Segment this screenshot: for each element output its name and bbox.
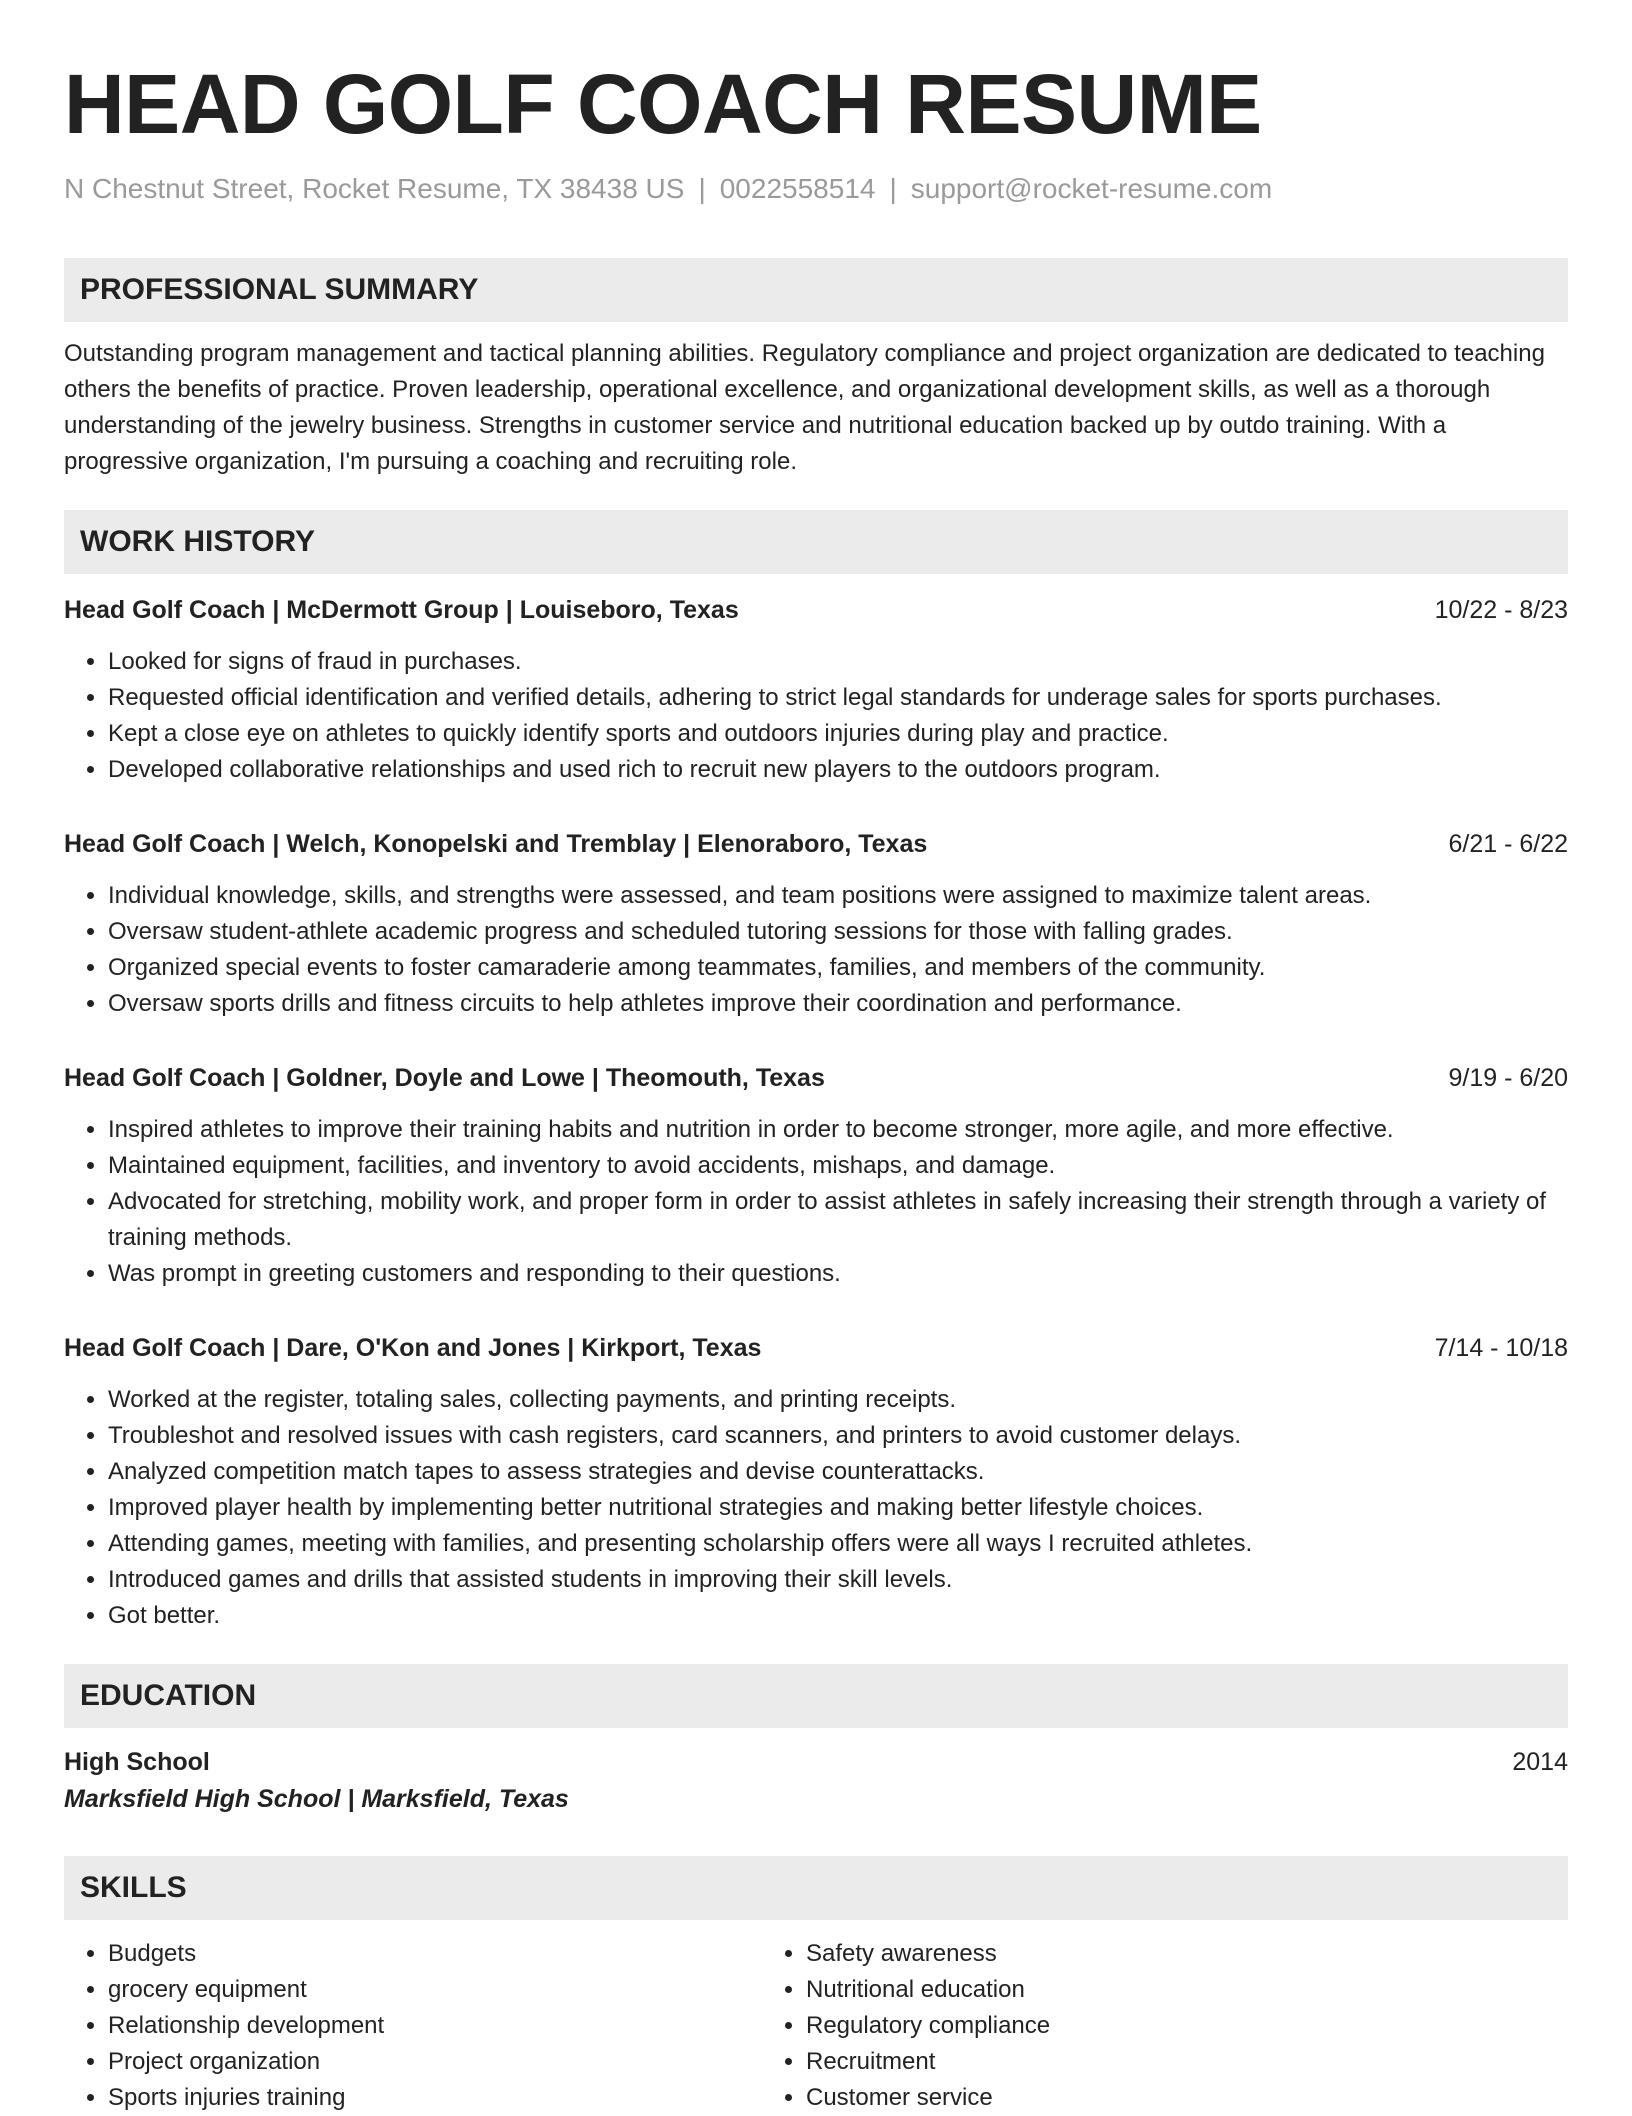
job-bullet: • Improved player health by implementing better nutritional strategies and making better lifestyle choices. [108, 1490, 1568, 1526]
contact-phone: 0022558514 [719, 173, 876, 204]
job-dates: 6/21 - 6/22 [1448, 830, 1568, 858]
contact-email: support@rocket-resume.com [910, 173, 1273, 204]
job-bullet: • Analyzed competition match tapes to assess strategies and devise counterattacks. [108, 1454, 1568, 1490]
job-bullet: • Got better. [108, 1598, 1568, 1634]
skills-column-left [64, 1936, 762, 2116]
education-header [64, 1744, 1568, 1780]
job-title: Head Golf Coach | Goldner, Doyle and Lowe | Theomouth, Texas [64, 1064, 825, 1092]
summary-heading: PROFESSIONAL SUMMARY [64, 258, 1568, 322]
education-school: Marksfield High School | Marksfield, Texas [64, 1785, 569, 1813]
job-bullet: • Oversaw student-athlete academic progress and scheduled tutoring sessions for those with falling grades. [108, 914, 1568, 950]
skill-item: • Safety awareness [806, 1936, 1460, 1972]
job-entry [64, 592, 1568, 788]
job-bullet: • Attending games, meeting with families, and presenting scholarship offers were all ways I recruited athletes. [108, 1526, 1568, 1562]
job-bullets [64, 878, 1568, 1022]
resume-title: HEAD GOLF COACH RESUME [64, 57, 1262, 151]
job-header [64, 592, 1568, 628]
contact-separator: | [889, 173, 897, 204]
skills-heading: SKILLS [64, 1856, 1568, 1920]
job-bullet: • Advocated for stretching, mobility work, and proper form in order to assist athletes in safely increasing their strength through a variety of training methods. [108, 1184, 1568, 1256]
job-bullets [64, 1112, 1568, 1292]
skill-item: • Project organization [108, 2044, 762, 2080]
skill-item: • grocery equipment [108, 1972, 762, 2008]
skill-item: • Budgets [108, 1936, 762, 1972]
education-year: 2014 [1512, 1748, 1568, 1776]
job-entry [64, 826, 1568, 1022]
job-bullet: • Was prompt in greeting customers and responding to their questions. [108, 1256, 1568, 1292]
job-bullet: • Introduced games and drills that assisted students in improving their skill levels. [108, 1562, 1568, 1598]
skills-column-right [762, 1936, 1460, 2116]
skill-item: • Regulatory compliance [806, 2008, 1460, 2044]
education-degree: High School [64, 1748, 210, 1776]
job-bullets [64, 644, 1568, 788]
education-entry [64, 1744, 1568, 1818]
work-history-heading: WORK HISTORY [64, 510, 1568, 574]
job-bullet: • Worked at the register, totaling sales, collecting payments, and printing receipts. [108, 1382, 1568, 1418]
job-bullet: • Kept a close eye on athletes to quickly identify sports and outdoors injuries during play and practice. [108, 716, 1568, 752]
skill-item: • Recruitment [806, 2044, 1460, 2080]
job-bullet: • Individual knowledge, skills, and strengths were assessed, and team positions were assigned to maximize talent areas. [108, 878, 1568, 914]
job-bullet: • Looked for signs of fraud in purchases. [108, 644, 1568, 680]
skills-list [64, 1936, 1568, 2116]
job-title: Head Golf Coach | Welch, Konopelski and Tremblay | Elenoraboro, Texas [64, 830, 928, 858]
contact-separator: | [698, 173, 706, 204]
job-header [64, 1330, 1568, 1366]
summary-text: Outstanding program management and tactical planning abilities. Regulatory compliance and project organization are dedicated to teaching others the benefits of practice. Proven leadership, operational excellence, and organizational development skills, as well as a thorough understanding of the jewelry business. Strengths in customer service and nutritional education backed up by outdo training. With a progressive organization, I'm pursuing a coaching and recruiting role. [64, 340, 1545, 475]
skill-item: • Nutritional education [806, 1972, 1460, 2008]
job-bullet: • Requested official identification and verified details, adhering to strict legal standards for underage sales for sports purchases. [108, 680, 1568, 716]
job-dates: 9/19 - 6/20 [1448, 1064, 1568, 1092]
contact-address: N Chestnut Street, Rocket Resume, TX 38438 US [64, 173, 685, 204]
job-bullet: • Oversaw sports drills and fitness circuits to help athletes improve their coordination and performance. [108, 986, 1568, 1022]
job-bullet: • Organized special events to foster camaraderie among teammates, families, and members of the community. [108, 950, 1568, 986]
job-dates: 7/14 - 10/18 [1434, 1334, 1568, 1362]
job-bullet: • Developed collaborative relationships and used rich to recruit new players to the outdoors program. [108, 752, 1568, 788]
job-bullets [64, 1382, 1568, 1634]
job-bullet: • Troubleshot and resolved issues with cash registers, card scanners, and printers to avoid customer delays. [108, 1418, 1568, 1454]
job-title: Head Golf Coach | McDermott Group | Louiseboro, Texas [64, 596, 739, 624]
job-title: Head Golf Coach | Dare, O'Kon and Jones | Kirkport, Texas [64, 1334, 762, 1362]
job-entry [64, 1060, 1568, 1292]
job-bullet: • Inspired athletes to improve their training habits and nutrition in order to become stronger, more agile, and more effective. [108, 1112, 1568, 1148]
education-heading: EDUCATION [64, 1664, 1568, 1728]
skill-item: • Customer service [806, 2080, 1460, 2116]
job-dates: 10/22 - 8/23 [1434, 596, 1568, 624]
job-header [64, 1060, 1568, 1096]
job-entry [64, 1330, 1568, 1634]
skill-item: • Sports injuries training [108, 2080, 762, 2116]
skill-item: • Relationship development [108, 2008, 762, 2044]
contact-line [64, 172, 1568, 206]
job-bullet: • Maintained equipment, facilities, and inventory to avoid accidents, mishaps, and damage. [108, 1148, 1568, 1184]
job-header [64, 826, 1568, 862]
